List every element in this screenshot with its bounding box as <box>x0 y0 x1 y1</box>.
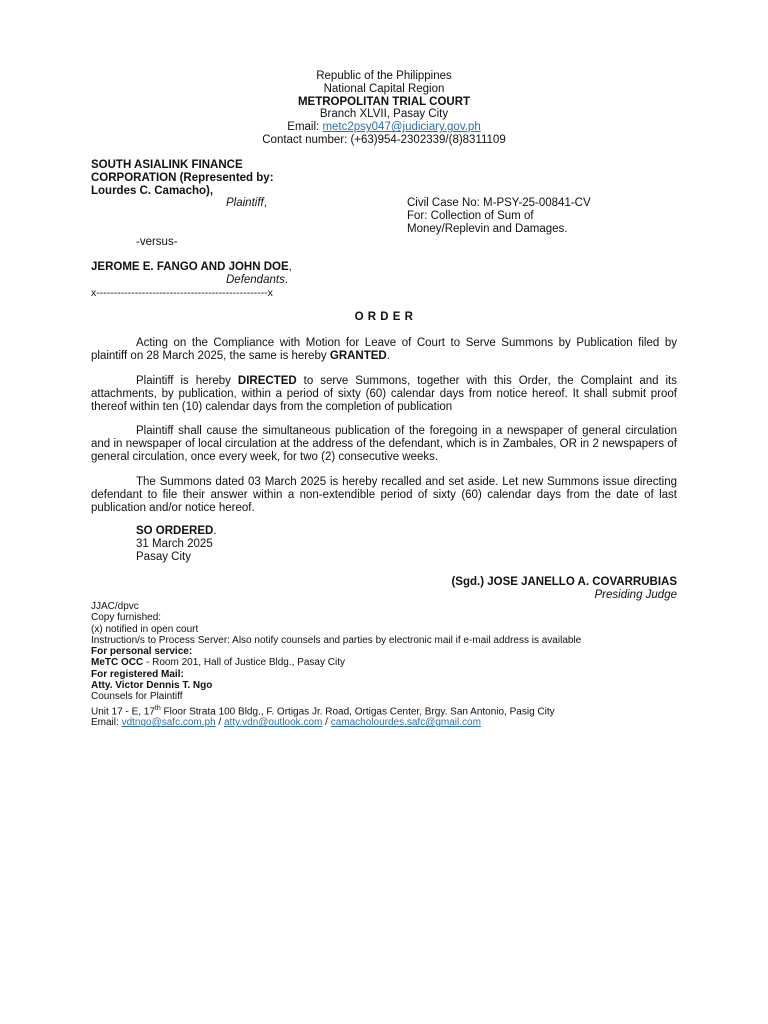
footer-email-link-1[interactable]: vdtngo@safc.com.ph <box>121 717 216 729</box>
footer-email-label: Email: <box>91 717 122 729</box>
defendants-label <box>226 274 288 287</box>
footer-address-unit: Unit 17 - E, 17 <box>91 706 155 717</box>
plaintiff-label <box>226 197 267 210</box>
footer-counsels: Counsels for Plaintiff <box>91 691 183 703</box>
footer-address-sup: th <box>154 704 161 712</box>
footer-instruction: Instruction/s to Process Server: Also notify counsels and parties by electronic mail if e-mail address is available <box>91 634 582 646</box>
defendants-name-text: JEROME E. FANGO AND JOHN DOE <box>91 261 289 273</box>
order-place: Pasay City <box>136 551 191 563</box>
footer-address <box>91 703 691 718</box>
plaintiff-label-comma: , <box>263 197 267 209</box>
paragraph-1-end: . <box>386 349 390 362</box>
case-nature-line1: For: Collection of Sum of <box>407 210 534 222</box>
plaintiff-label-text: Plaintiff <box>226 197 264 209</box>
versus-label: -versus- <box>136 236 178 248</box>
footer-email-sep-1: / <box>215 717 224 729</box>
footer-metc-occ-name: MeTC OCC <box>91 657 144 669</box>
paragraph-2-text-b: to serve Summons, together with this Order, the Complaint and its attachments, by publication, within a period of sixty (60) calendar days from notice hereof. It shall submit proof thereof within ten (10) calendar days from the completion of publication <box>91 375 677 413</box>
defendants-name-comma: , <box>288 261 292 273</box>
header-branch: Branch XLVII, Pasay City <box>319 108 449 121</box>
footer-personal-service-label: For personal service: <box>91 646 193 658</box>
so-ordered-period: . <box>213 525 217 537</box>
footer-initials: JJAC/dpvc <box>91 601 139 612</box>
footer-attorney-name: Atty. Victor Dennis T. Ngo <box>91 680 213 692</box>
caption-separator: x-------------------------------------------------x <box>91 287 273 299</box>
case-number: Civil Case No: M-PSY-25-00841-CV <box>407 197 591 209</box>
paragraph-2-text-a: Plaintiff is hereby <box>136 375 238 387</box>
defendants-name <box>91 261 292 274</box>
header-contact: Contact number: (+63)954-2302339/(8)8311109 <box>262 133 506 146</box>
footer-metc-occ <box>91 657 691 668</box>
footer-email-link-3[interactable]: camacholourdes.safc@gmail.com <box>330 717 481 729</box>
header-email-line <box>0 121 768 134</box>
header-region: National Capital Region <box>323 82 445 95</box>
header-email-link[interactable]: metc2psy047@judiciary.gov.ph <box>322 121 481 134</box>
footer-email-line <box>91 717 691 728</box>
header-email-label: Email: <box>287 121 323 134</box>
judge-title: Presiding Judge <box>594 589 677 601</box>
order-date: 31 March 2025 <box>136 538 213 550</box>
defendants-label-text: Defendants <box>226 274 285 286</box>
so-ordered <box>136 525 217 538</box>
footer-notified: (x) notified in open court <box>91 623 199 635</box>
paragraph-2-directed: DIRECTED <box>237 375 297 387</box>
footer-email-link-2[interactable]: atty.vdn@outlook.com <box>224 717 323 729</box>
distribution-footer <box>91 601 691 729</box>
order-paragraph-1 <box>91 337 677 363</box>
case-nature-line2: Money/Replevin and Damages. <box>407 223 568 235</box>
paragraph-1-granted: GRANTED <box>329 349 387 362</box>
footer-email-sep-2: / <box>322 717 331 729</box>
court-header <box>0 70 768 147</box>
header-republic: Republic of the Philippines <box>316 70 452 82</box>
plaintiff-name-line3: Lourdes C. Camacho), <box>91 185 214 197</box>
footer-metc-occ-address: - Room 201, Hall of Justice Bldg., Pasay City <box>143 657 345 669</box>
footer-registered-mail-label: For registered Mail: <box>91 668 184 680</box>
so-ordered-text: SO ORDERED <box>136 525 214 537</box>
header-court-name: METROPOLITAN TRIAL COURT <box>297 95 471 108</box>
order-paragraph-4 <box>91 476 677 514</box>
order-paragraph-3 <box>91 425 677 463</box>
paragraph-1-text: Acting on the Compliance with Motion for Leave of Court to Serve Summons by Publication filed by plaintiff on 28 March 2025, the same is hereby <box>91 337 677 362</box>
order-paragraph-2 <box>91 375 677 413</box>
paragraph-4-text: The Summons dated 03 March 2025 is hereby recalled and set aside. Let new Summons issue directing defendant to file their answer within a non-extendible period of sixty (60) calendar days from the date of last publication and/or notice hereof. <box>91 476 677 514</box>
paragraph-3-text: Plaintiff shall cause the simultaneous publication of the foregoing in a newspaper of general circulation and in newspaper of local circulation at the address of the defendant, which is in Zambales, OR in 2 newspapers of general circulation, once every week, for two (2) consecutive weeks. <box>91 425 677 463</box>
plaintiff-name-line2: CORPORATION (Represented by: <box>91 172 274 184</box>
footer-copy-furnished: Copy furnished: <box>91 612 162 624</box>
judge-signature-name: (Sgd.) JOSE JANELLO A. COVARRUBIAS <box>451 576 677 588</box>
defendants-label-period: . <box>284 274 289 286</box>
footer-address-rest: Floor Strata 100 Bldg., F. Ortigas Jr. Road, Ortigas Center, Brgy. San Antonio, Pasig City <box>160 706 555 717</box>
plaintiff-name-line1: SOUTH ASIALINK FINANCE <box>91 159 243 171</box>
order-title: O R D E R <box>354 311 414 323</box>
